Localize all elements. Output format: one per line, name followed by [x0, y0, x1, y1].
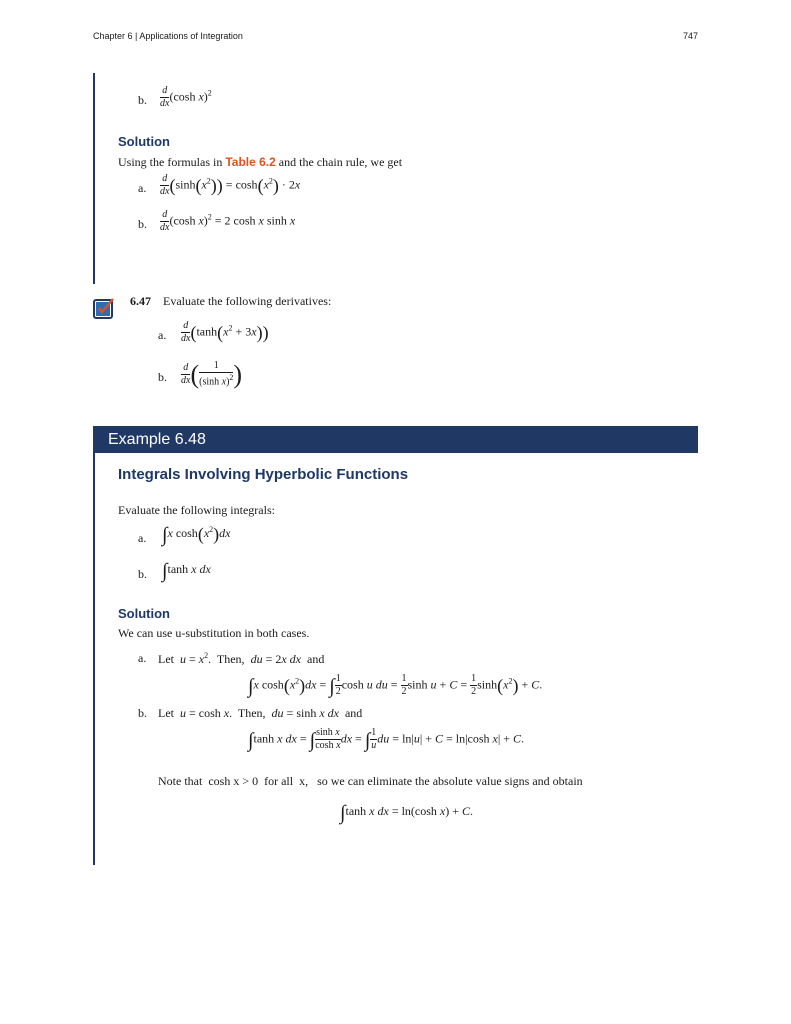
example-title: Example 6.48: [108, 431, 206, 448]
sol1-equation-a: $\frac{d}{dx}$ $(\sinh(x^2)) = \cosh(x^2) \cdot 2x$: [160, 173, 301, 197]
checkpoint-label-a: a.: [158, 328, 167, 342]
sol2-note: Note that cosh x > 0 for all x, so we can eliminate the absolute value signs and obtain: [158, 774, 583, 788]
checkpoint-expression-a: $\frac{d}{dx}$ $(\tanh(x^2 + 3x))$: [181, 320, 269, 344]
checkpoint-number: 6.47: [130, 294, 151, 308]
page-number: 747: [683, 31, 699, 41]
sol1-label-b: b.: [138, 217, 147, 231]
table-link[interactable]: Table 6.2: [225, 155, 276, 169]
sol2-label-a: a.: [138, 651, 147, 665]
sol2-equation-a: ∫x $\cosh(x^2)dx$ = ∫ $\frac{1}{2}$ cosh u du = $\frac{1}{2}$ sinh u + C = $\frac{1}{2}$ $\sinh(x^2) + C$.: [248, 673, 543, 698]
top-derivative-expression: $\frac{d}{dx}$ (cosh x)$^2$: [160, 85, 212, 109]
example-integral-a: ∫x $\cosh(x^2)dx$: [162, 524, 231, 546]
sol1-equation-b: $\frac{d}{dx}$ (cosh x)$^2$ = 2 cosh x sinh x: [160, 209, 296, 233]
example-side-bar-bottom: [93, 453, 95, 865]
example-subtitle: Integrals Involving Hyperbolic Functions: [118, 466, 409, 483]
sol2-equation-b: ∫tanh x dx = ∫ $\frac{\text{sinh x}}{\text{cosh x}}$ dx = ∫ $\frac{1}{u}$ du = ln|u| + C = ln|cosh x| + C.: [248, 727, 525, 752]
example-prompt: Evaluate the following integrals:: [118, 503, 275, 517]
solution-heading-1: Solution: [118, 134, 170, 149]
checkpoint-icon: [93, 297, 115, 319]
solution-intro-1: Using the formulas in Table 6.2 and the chain rule, we get: [118, 155, 403, 169]
solution-heading-2: Solution: [118, 606, 170, 621]
sol1-label-a: a.: [138, 181, 147, 195]
checkpoint-expression-b: $\frac{d}{dx}$ ( $\frac{1}{(\sinh x)^2}$ ): [181, 360, 243, 389]
example-integral-b: ∫tanh x dx: [162, 560, 211, 582]
chapter-header: Chapter 6 | Applications of Integration: [93, 31, 243, 41]
example-side-bar-top: [93, 73, 95, 284]
sol2-step-b: Let u = cosh x. Then, du = sinh x dx and: [158, 706, 363, 720]
sol2-label-b: b.: [138, 706, 147, 720]
solution-intro-2: We can use u-substitution in both cases.: [118, 626, 310, 640]
sol2-final-equation: ∫tanh x dx = ln(cosh x) + C.: [340, 802, 474, 824]
item-label-b-top: b.: [138, 93, 147, 107]
example-label-b: b.: [138, 567, 147, 581]
checkpoint-label-b: b.: [158, 370, 167, 384]
example-label-a: a.: [138, 531, 147, 545]
checkpoint-text: 6.47 Evaluate the following derivatives:: [130, 294, 332, 308]
example-title-bar: [93, 426, 698, 453]
sol2-step-a: Let $u = x^2$. Then, du = 2x dx and: [158, 651, 325, 666]
